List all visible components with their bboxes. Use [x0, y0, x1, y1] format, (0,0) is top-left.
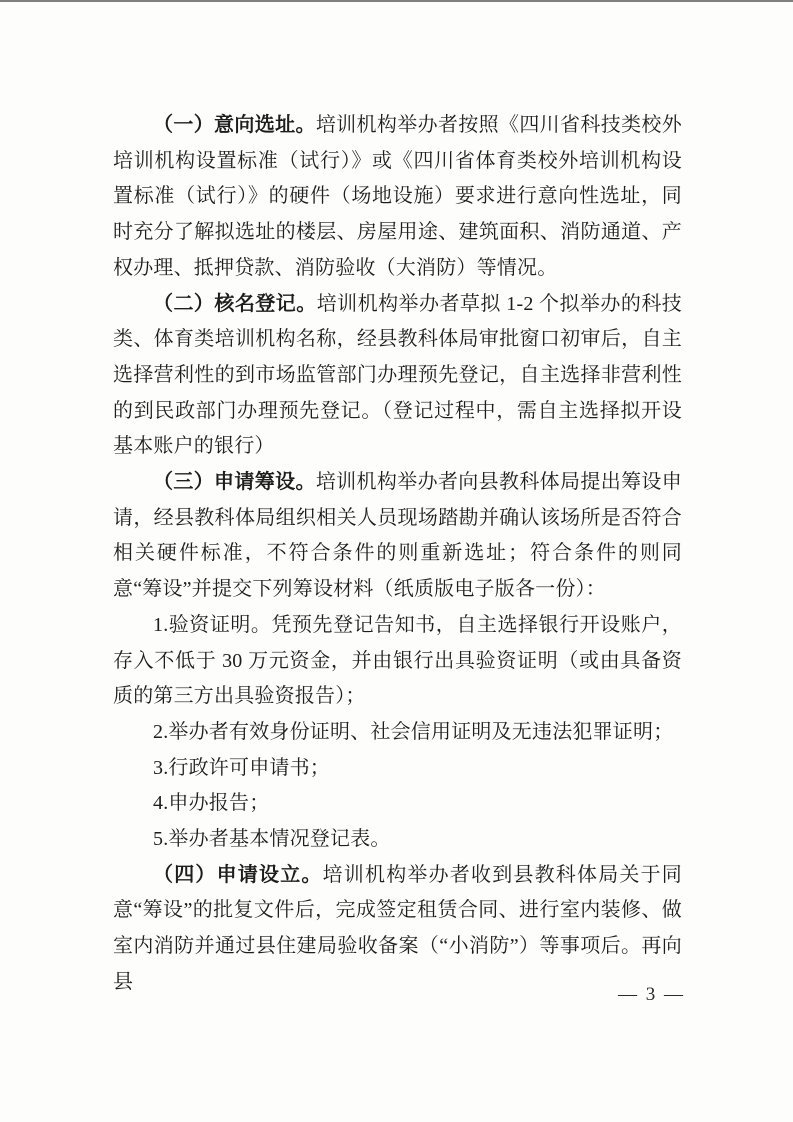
list-item-5-organizer-registration-form: [113, 822, 682, 858]
paragraph-3-apply-preparation: [113, 465, 682, 608]
list-item-1-capital-verification: [113, 608, 682, 715]
paragraph-1-body: 培训机构举办者按照《四川省科技类校外培训机构设置标准（试行）》或《四川省体育类校外培训机构设置标准（试行）》的硬件（场地设施）要求进行意向性选址，同时充分了解拟选址的楼层、房屋用途、建筑面积、消防通道、产权办理、抵押贷款、消防验收（大消防）等情况。: [113, 114, 682, 279]
scan-edge-artifact: [0, 0, 793, 2]
paragraph-3-body: 培训机构举办者向县教科体局提出筹设申请，经县教科体局组织相关人员现场踏勘并确认该场所是否符合相关硬件标准，不符合条件的则重新选址；符合条件的则同意“筹设”并提交下列筹设材料（纸质版电子版各一份）：: [113, 471, 682, 601]
document-text-block: [113, 108, 682, 1001]
paragraph-3-lead: （三）申请筹设。: [153, 471, 316, 494]
paragraph-4-lead: （四）申请设立。: [153, 863, 323, 886]
list-item-4-body: 4.申办报告；: [153, 792, 270, 815]
list-item-3-license-application: [113, 751, 682, 787]
paragraph-2-lead: （二）核名登记。: [153, 292, 317, 315]
paragraph-2-name-registration: [113, 287, 682, 466]
list-item-4-application-report: [113, 786, 682, 822]
paragraph-4-body: 培训机构举办者收到县教科体局关于同意“筹设”的批复文件后，完成签定租赁合同、进行室内装修、做室内消防并通过县住建局验收备案（“小消防”）等事项后。再向县: [113, 863, 682, 993]
page-number: — 3 —: [618, 984, 685, 1005]
list-item-2-body: 2.举办者有效身份证明、社会信用证明及无违法犯罪证明；: [153, 720, 674, 743]
list-item-1-body: 1.验资证明。凭预先登记告知书，自主选择银行开设账户，存入不低于 30 万元资金，并由银行出具验资证明（或由具备资质的第三方出具验资报告）；: [113, 613, 682, 708]
list-item-3-body: 3.行政许可申请书；: [153, 756, 330, 779]
paragraph-4-apply-establishment: [113, 858, 682, 1001]
list-item-5-body: 5.举办者基本情况登记表。: [153, 828, 391, 851]
paragraph-1-intent-site-selection: [113, 108, 682, 287]
paragraph-2-body: 培训机构举办者草拟 1-2 个拟举办的科技类、体育类培训机构名称，经县教科体局审批窗口初审后，自主选择营利性的到市场监管部门办理预先登记，自主选择非营利性的到民政部门办理预先登记。（登记过程中，需自主选择拟开设基本账户的银行）: [113, 292, 682, 458]
paragraph-1-lead: （一）意向选址。: [153, 114, 316, 136]
list-item-2-identity-credit-proof: [113, 715, 682, 751]
